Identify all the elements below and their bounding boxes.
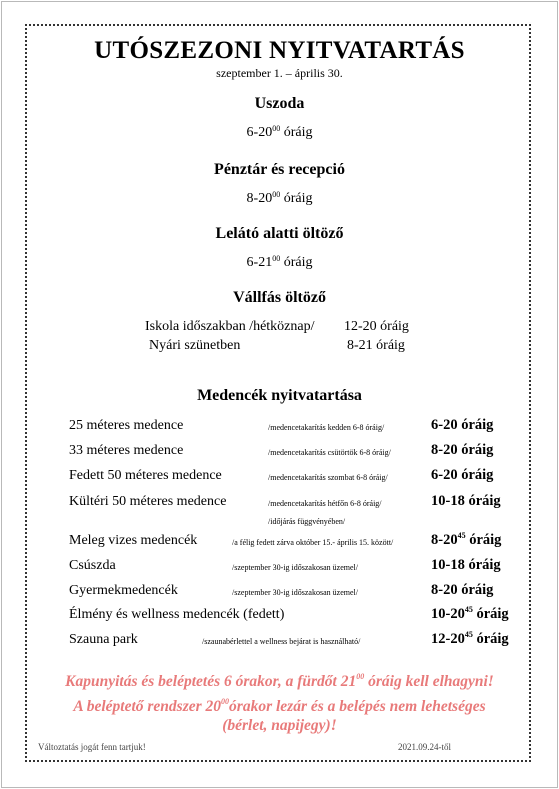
pool-note: /szaunabérlettel a wellness bejárat is használható/	[202, 637, 361, 646]
footer-disclaimer: Változtatás jogát fenn tartjuk!	[38, 742, 146, 752]
pool-name: Kültéri 50 méteres medence	[69, 494, 227, 509]
pool-name: Csúszda	[69, 558, 116, 573]
pools-heading: Medencék nyitvatartása	[197, 387, 362, 404]
section-time-penztar: $8-20^{00}$ óráig	[246, 190, 313, 206]
pool-name: 33 méteres medence	[69, 443, 184, 458]
pool-time: $10-20^{45}$ óráig	[431, 605, 509, 622]
pool-time: 8-20 óráig	[431, 442, 494, 458]
pool-time: $8-20^{45}$ óráig	[431, 531, 502, 548]
footer-date: 2021.09.24-től	[398, 742, 451, 752]
pool-time: $12-20^{45}$ óráig	[431, 630, 509, 647]
pool-note-secondary: /időjárás függvényében/	[268, 517, 346, 526]
pool-note: /medencetakarítás hétfőn 6-8 óráig/	[268, 499, 382, 508]
section-heading-penztar: Pénztár és recepció	[214, 161, 345, 178]
section-heading-uszoda: Uszoda	[254, 95, 305, 112]
pool-time: 10-18 óráig	[431, 493, 501, 509]
pool-note: /medencetakarítás kedden 6-8 óráig/	[268, 423, 385, 432]
vallfas-row-label: Iskola időszakban /hétköznap/	[145, 319, 315, 334]
vallfas-row-label: Nyári szünetben	[149, 338, 241, 353]
pool-note: /medencetakarítás csütörtök 6-8 óráig/	[268, 448, 391, 457]
notice-line-2: A beléptető rendszer $20^{00}órakor$ lezár és a belépés nem lehetséges	[73, 697, 486, 715]
pool-time: 10-18 óráig	[431, 557, 501, 573]
pool-name: Gyermekmedencék	[69, 583, 178, 598]
pool-time: 6-20 óráig	[431, 467, 494, 483]
vallfas-row-time: 12-20 óráig	[344, 319, 409, 334]
section-time-lelato: $6-21^{00}$ óráig	[246, 254, 313, 270]
pool-note: /szeptember 30-ig időszakosan üzemel/	[232, 588, 358, 597]
pool-name: 25 méteres medence	[69, 418, 184, 433]
notice-line-1: Kapunyitás és beléptetés 6 órakor, a fürdőt $21^{00}$ óráig kell elhagyni!	[65, 672, 494, 690]
pool-name: Fedett 50 méteres medence	[69, 468, 222, 483]
notice-line-3: (bérlet, napijegy)!	[222, 717, 337, 734]
page-title: UTÓSZEZONI NYITVATARTÁS	[94, 37, 465, 64]
pool-note: /medencetakarítás szombat 6-8 óráig/	[268, 473, 388, 482]
season-dates: szeptember 1. – április 30.	[216, 66, 343, 80]
pool-time: 6-20 óráig	[431, 417, 494, 433]
section-heading-vallfas: Vállfás öltöző	[233, 289, 326, 306]
section-time-uszoda: $6-20^{00}$ óráig	[246, 124, 313, 140]
pool-note: /szeptember 30-ig időszakosan üzemel/	[232, 563, 358, 572]
pool-name: Szauna park	[69, 632, 138, 647]
pool-name: Élmény és wellness medencék (fedett)	[69, 607, 285, 622]
section-heading-lelato: Lelátó alatti öltöző	[215, 225, 344, 242]
pool-name: Meleg vizes medencék	[69, 533, 198, 548]
pool-time: 8-20 óráig	[431, 582, 494, 598]
vallfas-row-time: 8-21 óráig	[347, 338, 405, 353]
pool-note: /a félig fedett zárva október 15.- április 15. között/	[232, 538, 394, 547]
